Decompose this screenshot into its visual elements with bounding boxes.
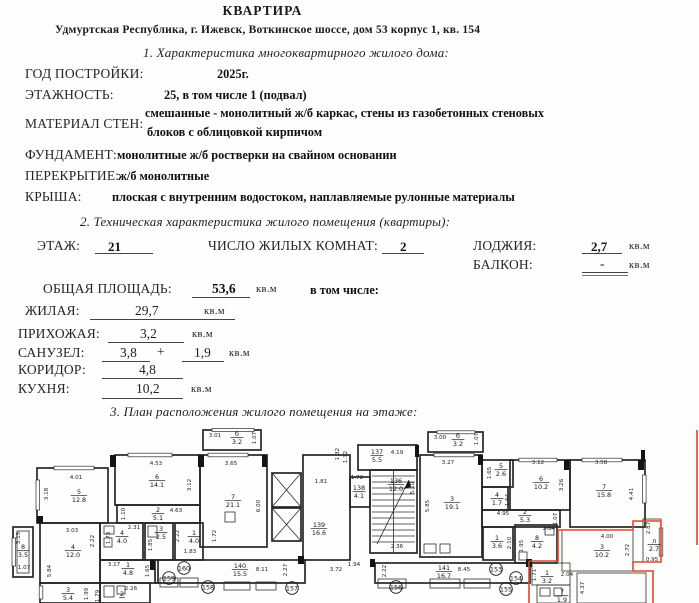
plan-dimension-label: 1.85 <box>148 538 154 552</box>
svg-text:12.0: 12.0 <box>388 485 404 493</box>
plan-room-label <box>225 493 241 509</box>
svg-text:1: 1 <box>544 569 550 577</box>
plan-room-label <box>122 561 135 577</box>
plan-room-label <box>353 484 366 500</box>
row-value: смешанные - монолитный ж/б каркас, стены из газобетонных стеновых <box>145 106 544 120</box>
row-value-line2: блоков с облицовкой кирпичом <box>147 125 323 139</box>
plan-dimension-label: 1.83 <box>183 549 197 555</box>
plan-dimension-label: 4.95 <box>496 511 510 517</box>
svg-text:4: 4 <box>494 491 500 499</box>
svg-text:1: 1 <box>494 534 500 542</box>
plan-dimension-label: 4.01 <box>69 475 83 481</box>
plan-dimension-label: 4.63 <box>169 508 183 514</box>
address-line: Удмуртская Республика, г. Ижевск, Воткинское шоссе, дом 53 корпус 1, кв. 154 <box>55 24 481 36</box>
svg-text:5: 5 <box>76 488 82 496</box>
plan-dimension-label: 5.84 <box>47 564 53 578</box>
plan-dimension-label: 6.00 <box>256 499 262 513</box>
svg-text:158: 158 <box>201 583 215 592</box>
plan-dimension-label: 2.31 <box>127 525 141 531</box>
plan-room-label <box>311 521 327 537</box>
plan-room-label <box>491 534 504 550</box>
svg-text:139: 139 <box>312 521 326 529</box>
plan-room-label <box>116 529 129 545</box>
svg-text:4.0: 4.0 <box>116 537 128 545</box>
unit-sqm: кв.м <box>192 329 213 340</box>
plan-dimension-label: 5.85 <box>425 499 431 513</box>
plan-dimension-label: 2.10 <box>507 536 513 550</box>
living-label: ЖИЛАЯ: <box>25 303 80 318</box>
svg-text:3.2: 3.2 <box>231 438 243 446</box>
svg-text:21.1: 21.1 <box>225 501 241 509</box>
svg-text:4.0: 4.0 <box>188 537 200 545</box>
hallway-label: ПРИХОЖАЯ: <box>18 326 100 341</box>
plan-dimension-label: 1.81 <box>314 479 328 485</box>
rooms-count-label: ЧИСЛО ЖИЛЫХ КОМНАТ: <box>208 238 378 253</box>
plan-dimension-label: 4.37 <box>580 581 586 595</box>
including-label: в том числе: <box>310 283 379 297</box>
plan-room-label <box>436 564 452 580</box>
svg-text:4.8: 4.8 <box>122 569 134 577</box>
svg-text:3: 3 <box>449 495 455 503</box>
svg-text:2.7: 2.7 <box>648 545 660 553</box>
kitchen-label: КУХНЯ: <box>18 381 70 396</box>
plan-dimension-label: 3.03 <box>65 528 79 534</box>
unit-sqm: кв.м <box>229 348 250 359</box>
svg-text:12.8: 12.8 <box>71 496 87 504</box>
svg-text:1.9: 1.9 <box>556 596 568 603</box>
plan-dimension-label: 3.01 <box>208 433 222 439</box>
svg-text:137: 137 <box>370 448 384 456</box>
plan-room-label <box>531 534 544 550</box>
plan-dimension-label: 1.79 <box>95 589 101 603</box>
svg-text:140: 140 <box>233 562 247 570</box>
plan-dimension-label: 2.36 <box>390 544 404 550</box>
plan-room-label <box>149 473 165 489</box>
unit-sqm: кв.м <box>204 306 225 317</box>
plan-unit-number <box>390 581 403 594</box>
svg-text:8: 8 <box>20 543 26 551</box>
row-value: 25, в том числе 1 (подвал) <box>164 88 307 102</box>
svg-text:3.2: 3.2 <box>541 577 553 585</box>
svg-text:160: 160 <box>177 564 191 573</box>
total-area-value: 53,6 <box>212 281 236 296</box>
plan-unit-number <box>202 581 215 594</box>
balcony-label: БАЛКОН: <box>473 257 533 272</box>
row-label: ГОД ПОСТРОЙКИ: <box>25 66 144 81</box>
svg-text:2: 2 <box>522 508 528 516</box>
svg-text:4: 4 <box>70 543 76 551</box>
svg-text:3: 3 <box>599 543 605 551</box>
section1-heading: 1. Характеристика многоквартирного жилого дома: <box>143 45 449 60</box>
svg-text:2.5: 2.5 <box>155 533 167 541</box>
plan-room-label <box>533 475 549 491</box>
unit-sqm: кв.м <box>256 284 277 295</box>
plan-room-label <box>231 430 244 446</box>
plan-unit-number <box>178 562 191 575</box>
plus-sign: + <box>157 344 165 359</box>
plan-dimension-label: 1.07 <box>252 431 258 445</box>
row-value: ж/б монолитные <box>118 169 210 183</box>
plan-dimension-label: 1.99 <box>84 587 90 601</box>
plan-dimension-label: 1.72 <box>350 475 364 481</box>
plan-dimension-label: 1.95 <box>519 539 525 553</box>
plan-room-label <box>444 495 460 511</box>
svg-text:1.7: 1.7 <box>491 499 503 507</box>
plan-dimension-label: 1.32 <box>343 450 349 464</box>
svg-text:3: 3 <box>158 525 164 533</box>
plan-dimension-label: 3.72 <box>329 567 343 573</box>
plan-dimension-label: 3.18 <box>44 487 50 501</box>
plan-dimension-label: 4.19 <box>390 450 404 456</box>
total-area-label: ОБЩАЯ ПЛОЩАДЬ: <box>43 281 172 296</box>
plan-dimension-label: 8.11 <box>255 567 269 573</box>
svg-text:138: 138 <box>352 484 366 492</box>
row-label: МАТЕРИАЛ СТЕН: <box>25 116 144 131</box>
plan-room-label <box>65 543 81 559</box>
plan-room-label <box>71 488 87 504</box>
svg-text:156: 156 <box>389 583 403 592</box>
bathroom-label: САНУЗЕЛ: <box>18 345 85 360</box>
plan-unit-number <box>286 582 299 595</box>
plan-room-label <box>188 529 201 545</box>
plan-dimension-label: 3.15 <box>16 531 22 545</box>
plan-dimension-label: 3.58 <box>594 460 608 466</box>
svg-text:5.3: 5.3 <box>519 516 531 524</box>
plan-room-label <box>541 569 554 585</box>
plan-dimension-label: 2.22 <box>382 564 388 578</box>
svg-text:4.2: 4.2 <box>531 542 543 550</box>
plan-room-label <box>596 483 612 499</box>
svg-text:3.6: 3.6 <box>491 542 503 550</box>
svg-text:14.1: 14.1 <box>149 481 165 489</box>
row-value: плоская с внутренним водостоком, наплавляемые рулонные материалы <box>112 190 515 204</box>
plan-dimension-label: 4.00 <box>600 534 614 540</box>
unit-sqm: кв.м <box>629 241 650 252</box>
plan-dimension-label: 2.34 <box>542 526 556 532</box>
plan-dimension-label: 2.26 <box>124 586 138 592</box>
plan-dimension-label: 1.07 <box>553 512 559 526</box>
page-title: КВАРТИРА <box>222 3 303 18</box>
svg-text:10.2: 10.2 <box>533 483 549 491</box>
plan-room-label <box>491 491 504 507</box>
plan-room-label <box>62 586 75 602</box>
svg-text:7: 7 <box>601 483 607 491</box>
row-value: 2025г. <box>217 67 249 81</box>
svg-text:141: 141 <box>437 564 451 572</box>
plan-room-label <box>495 462 508 478</box>
plan-room-label <box>388 477 404 493</box>
floor-value: 21 <box>108 239 121 254</box>
plan-room-label <box>371 448 384 464</box>
section3-heading: 3. План расположения жилого помещения на этаже: <box>110 404 418 419</box>
svg-text:б: б <box>235 430 239 438</box>
plan-room-label <box>452 432 465 448</box>
plan-dimension-label: 2.27 <box>283 563 289 577</box>
plan-dimension-label: 2.87 <box>646 521 652 535</box>
svg-text:5.1: 5.1 <box>152 514 164 522</box>
plan-unit-number <box>500 583 513 596</box>
svg-text:2.6: 2.6 <box>495 470 507 478</box>
plan-dimension-label: 3.17 <box>107 562 121 568</box>
svg-text:5.4: 5.4 <box>62 594 74 602</box>
floor-plan-drawing <box>0 428 699 603</box>
svg-text:16.7: 16.7 <box>436 572 452 580</box>
rooms-count-value: 2 <box>400 239 407 254</box>
row-label: ЭТАЖНОСТЬ: <box>25 87 114 102</box>
plan-dimension-label: 0.95 <box>645 557 659 563</box>
plan-unit-number <box>490 563 503 576</box>
svg-text:8: 8 <box>534 534 540 542</box>
svg-text:б: б <box>456 432 460 440</box>
corridor-label: КОРИДОР: <box>18 362 86 377</box>
bathroom-value-1: 3,8 <box>120 345 137 360</box>
svg-text:15.8: 15.8 <box>596 491 612 499</box>
loggia-value: 2,7 <box>591 239 608 254</box>
floor-label: ЭТАЖ: <box>37 238 81 253</box>
unit-sqm: кв.м <box>191 384 212 395</box>
living-value: 29,7 <box>135 303 159 318</box>
plan-dimension-label: 3.26 <box>559 478 565 492</box>
plan-dimension-label: 8.45 <box>457 567 471 573</box>
corridor-value: 4,8 <box>139 362 156 377</box>
plan-dimension-label: 2.72 <box>625 543 631 557</box>
hallway-value: 3,2 <box>140 326 157 341</box>
plan-dimension-label: 3.65 <box>224 461 238 467</box>
plan-dimension-label: 1.64 <box>505 493 511 507</box>
svg-text:2: 2 <box>155 506 161 514</box>
plan-dimension-label: 1.07 <box>474 432 480 446</box>
svg-text:19.1: 19.1 <box>444 503 460 511</box>
plan-dimension-label: 1.94 <box>347 562 361 568</box>
svg-text:154: 154 <box>509 574 523 583</box>
row-label: ФУНДАМЕНТ: <box>25 147 117 162</box>
svg-text:4.1: 4.1 <box>353 492 365 500</box>
section2-heading: 2. Техническая характеристика жилого помещения (квартиры): <box>80 214 451 229</box>
bathroom-value-2: 1,9 <box>194 345 211 360</box>
unit-sqm: кв.м <box>629 260 650 271</box>
svg-text:159: 159 <box>162 574 176 583</box>
plan-dimension-label: 1.10 <box>121 507 127 521</box>
row-value: монолитные ж/б ростверки на свайном основании <box>117 148 397 162</box>
plan-dimension-label: 5.10 <box>410 481 416 495</box>
plan-room-label <box>232 562 248 578</box>
svg-text:5: 5 <box>498 462 504 470</box>
svg-text:157: 157 <box>285 584 299 593</box>
svg-text:12.0: 12.0 <box>65 551 81 559</box>
svg-text:7: 7 <box>559 588 565 596</box>
plan-dimension-label: 1.65 <box>487 466 493 480</box>
plan-dimension-label: 1.07 <box>17 565 31 571</box>
plan-dimension-label: 1.32 <box>335 447 341 461</box>
plan-dimension-label: 3.27 <box>441 460 455 466</box>
plan-dimension-label: 1.73 <box>106 531 112 545</box>
svg-text:155: 155 <box>499 585 513 594</box>
plan-dimension-label: 2.22 <box>90 534 96 548</box>
plan-room-label <box>594 543 610 559</box>
plan-room-label <box>648 537 661 553</box>
svg-text:л: л <box>651 537 657 545</box>
plan-dimension-label: 4.41 <box>629 487 635 501</box>
plan-dimension-label: 2.04 <box>560 572 574 578</box>
svg-text:2: 2 <box>119 590 125 598</box>
row-label: ПЕРЕКРЫТИЕ: <box>25 168 120 183</box>
plan-room-label <box>17 543 30 559</box>
svg-text:15.5: 15.5 <box>232 570 248 578</box>
svg-text:6: 6 <box>154 473 160 481</box>
loggia-label: ЛОДЖИЯ: <box>473 238 537 253</box>
plan-dimension-label: 3.00 <box>433 435 447 441</box>
plan-dimension-label: 1.71 <box>532 568 538 582</box>
kitchen-value: 10,2 <box>136 381 160 396</box>
svg-text:16.6: 16.6 <box>311 529 327 537</box>
plan-dimension-label: 3.12 <box>531 460 545 466</box>
svg-text:4: 4 <box>119 529 125 537</box>
plan-dimension-label: 1.72 <box>212 529 218 543</box>
svg-text:3.2: 3.2 <box>452 440 464 448</box>
svg-text:1: 1 <box>125 561 131 569</box>
svg-text:5.5: 5.5 <box>371 456 383 464</box>
plan-dimension-label: 4.53 <box>149 461 163 467</box>
svg-text:7: 7 <box>230 493 236 501</box>
plan-room-label <box>152 506 165 522</box>
plan-room-label <box>155 525 168 541</box>
svg-text:3: 3 <box>65 586 71 594</box>
svg-text:6: 6 <box>538 475 544 483</box>
svg-text:153: 153 <box>489 565 503 574</box>
svg-text:1: 1 <box>191 529 197 537</box>
plan-dimension-label: 2.22 <box>175 529 181 543</box>
svg-text:3.5: 3.5 <box>17 551 29 559</box>
svg-text:10.2: 10.2 <box>594 551 610 559</box>
balcony-value: - <box>600 256 605 271</box>
plan-room-label <box>556 588 569 603</box>
row-label: КРЫША: <box>25 189 82 204</box>
plan-dimension-label: 3.12 <box>187 478 193 492</box>
svg-text:136: 136 <box>389 477 403 485</box>
plan-dimension-label: 1.65 <box>145 564 151 578</box>
